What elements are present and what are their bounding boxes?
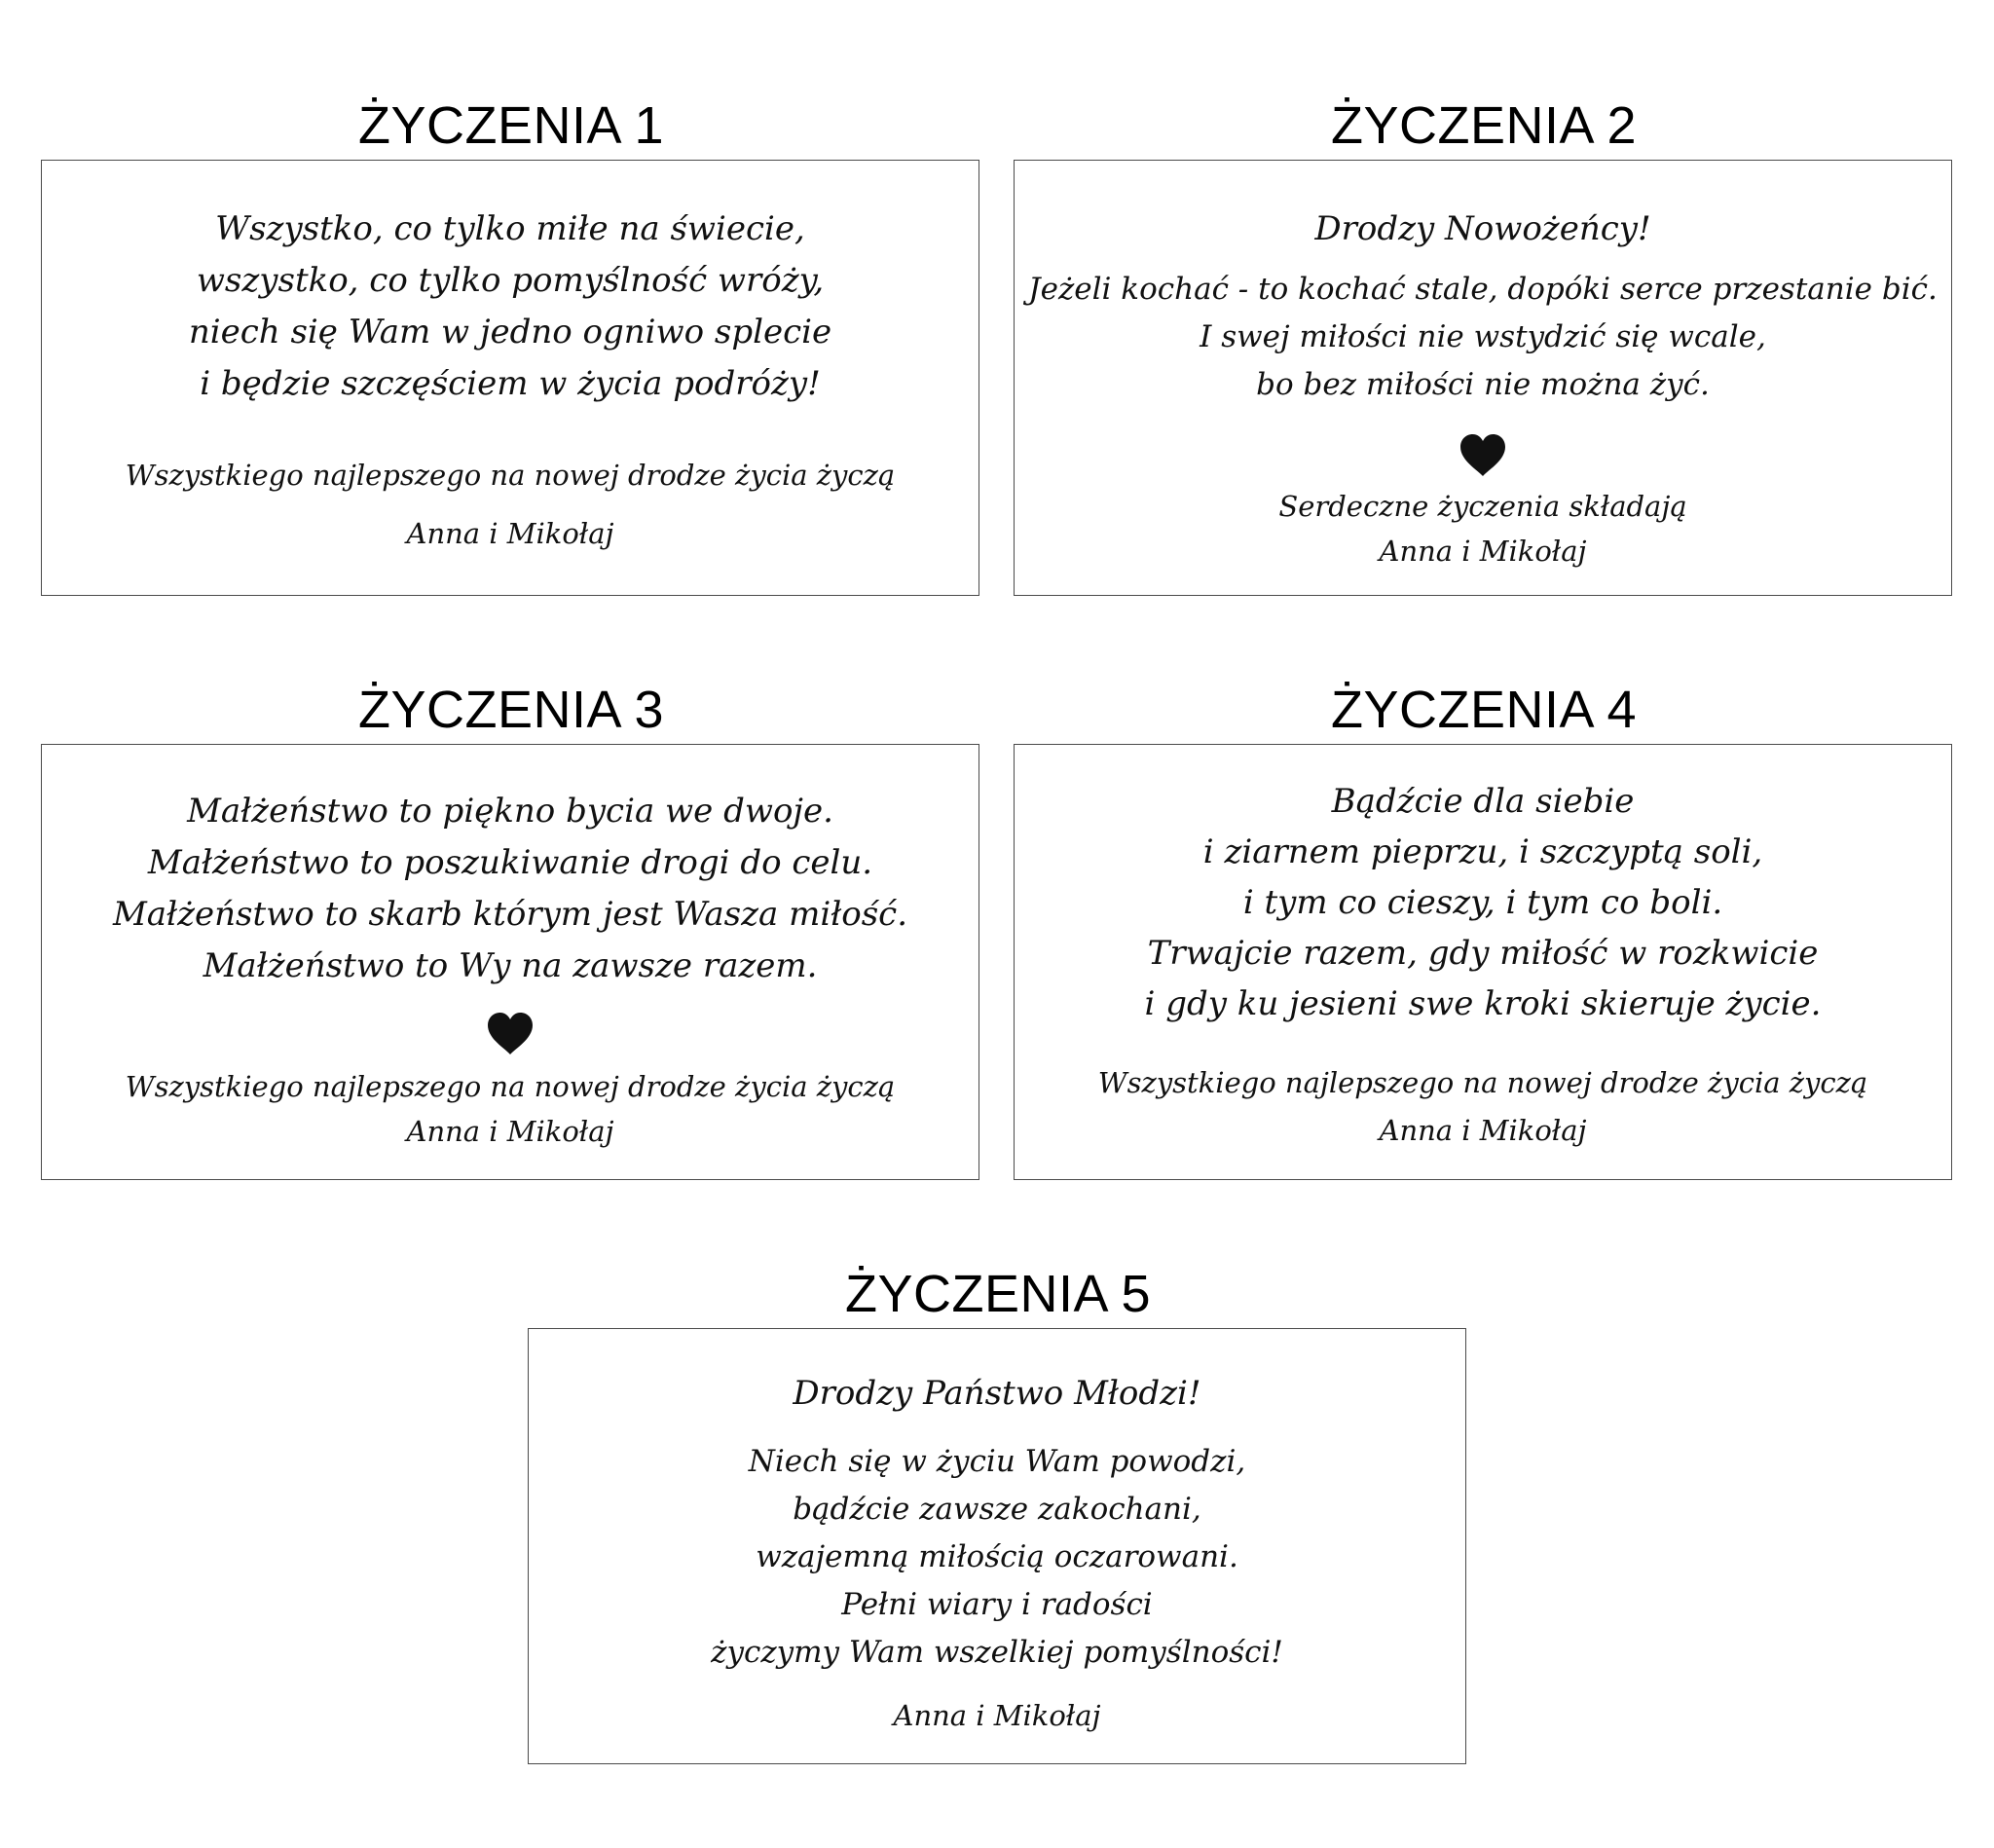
wish-card-4	[1014, 744, 1952, 1180]
wish-line: Małżeństwo to skarb którym jest Wasza miłość.	[112, 895, 908, 934]
wish-line: Wszystko, co tylko miłe na świecie,	[215, 209, 805, 248]
wish-line: Niech się w życiu Wam powodzi,	[748, 1444, 1246, 1479]
wish-footer: Wszystkiego najlepszego na nowej drodze życia życzą	[125, 1070, 896, 1103]
wish-title-1: ŻYCZENIA 1	[357, 96, 665, 155]
wish-line: bo bez miłości nie można żyć.	[1256, 367, 1710, 402]
wish-signature: Anna i Mikołaj	[406, 517, 614, 550]
wish-heading: Drodzy Nowożeńcy!	[1314, 209, 1651, 248]
wish-line: Małżeństwo to poszukiwanie drogi do celu.	[147, 843, 873, 882]
wish-card-1	[41, 160, 979, 596]
wish-line: i tym co cieszy, i tym co boli.	[1242, 883, 1723, 922]
wish-line: Małżeństwo to piękno bycia we dwoje.	[187, 792, 833, 831]
wish-card-2	[1014, 160, 1952, 596]
wish-footer: Wszystkiego najlepszego na nowej drodze życia życzą	[125, 459, 896, 492]
wish-card-5	[528, 1328, 1466, 1764]
wish-line: niech się Wam w jedno ogniwo splecie	[188, 313, 832, 351]
wish-signature: Anna i Mikołaj	[893, 1699, 1101, 1732]
wish-line: Trwajcie razem, gdy miłość w rozkwicie	[1147, 934, 1819, 973]
wish-signature: Anna i Mikołaj	[1379, 535, 1587, 568]
wish-line: Małżeństwo to Wy na zawsze razem.	[203, 946, 818, 985]
wish-footer: Serdeczne życzenia składają	[1278, 490, 1687, 523]
wish-line: i gdy ku jesieni swe kroki skieruje życie.	[1144, 984, 1822, 1023]
wish-line: Jeżeli kochać - to kochać stale, dopóki serce przestanie bić.	[1028, 272, 1938, 307]
wish-line: Bądźcie dla siebie	[1331, 782, 1635, 821]
wish-line: bądźcie zawsze zakochani,	[793, 1492, 1201, 1527]
wish-line: życzymy Wam wszelkiej pomyślności!	[711, 1635, 1283, 1670]
wish-heading: Drodzy Państwo Młodzi!	[793, 1374, 1201, 1413]
wish-line: wszystko, co tylko pomyślność wróży,	[196, 261, 825, 300]
wish-title-5: ŻYCZENIA 5	[844, 1265, 1152, 1323]
wish-title-2: ŻYCZENIA 2	[1330, 96, 1638, 155]
wish-footer: Wszystkiego najlepszego na nowej drodze życia życzą	[1097, 1066, 1868, 1099]
wish-signature: Anna i Mikołaj	[1379, 1114, 1587, 1147]
heart-icon	[486, 1012, 535, 1056]
wish-line: i będzie szczęściem w życia podróży!	[200, 364, 821, 403]
wish-card-3	[41, 744, 979, 1180]
wish-title-3: ŻYCZENIA 3	[357, 681, 665, 739]
heart-icon	[1459, 433, 1507, 478]
wish-line: Pełni wiary i radości	[841, 1587, 1153, 1622]
wish-line: I swej miłości nie wstydzić się wcale,	[1200, 319, 1766, 354]
wish-signature: Anna i Mikołaj	[406, 1115, 614, 1148]
wish-title-4: ŻYCZENIA 4	[1330, 681, 1638, 739]
wish-line: wzajemną miłością oczarowani.	[756, 1539, 1238, 1574]
wish-line: i ziarnem pieprzu, i szczyptą soli,	[1202, 832, 1763, 871]
